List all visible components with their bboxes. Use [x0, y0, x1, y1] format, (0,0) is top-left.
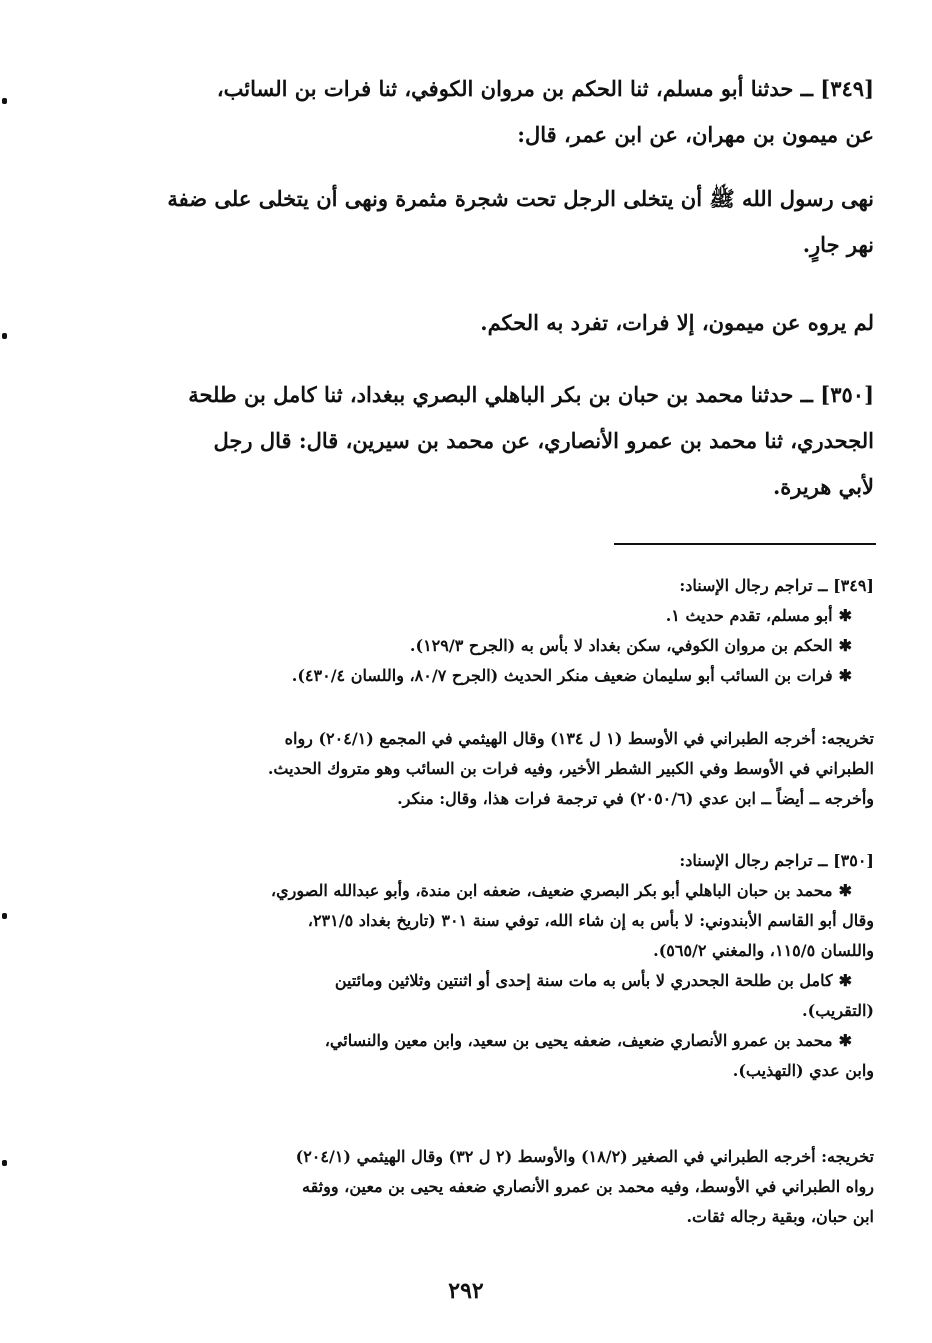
bullet-icon: ✱ [838, 971, 852, 990]
footnote-349-bullet-3 [69, 661, 874, 691]
page-number: ٢٩٢ [448, 1278, 484, 1304]
footnote-350-bullet-2-text: كامل بن طلحة الجحدري لا بأس به مات سنة إحدى أو اثنتين وثلاثين ومائتين [334, 971, 833, 990]
hadith-349-isnad [69, 66, 874, 158]
footnote-349-takhrij-line-3: وأخرجه ــ أيضاً ــ ابن عدي (٢٠٥٠/٦) في ترجمة فرات هذا، وقال: منكر. [397, 789, 874, 808]
footnote-350-bullet-3-line-2: وابن عدي (التهذيب). [732, 1061, 874, 1080]
footnote-349-bullet-2-text: الحكم بن مروان الكوفي، سكن بغداد لا بأس به (الجرح ١٢٩/٣). [409, 636, 833, 655]
scan-mark [2, 913, 7, 919]
footnote-350-takhrij-line-2: رواه الطبراني في الأوسط، وفيه محمد بن عمرو الأنصاري ضعفه يحيى بن معين، ووثقه [302, 1177, 874, 1196]
footnote-349-takhrij-line-2: الطبراني في الأوسط وفي الكبير الشطر الأخير، وفيه فرات بن السائب وهو متروك الحديث. [267, 759, 874, 778]
scan-mark [2, 1160, 7, 1166]
footnote-350-bullet-1-line-3: واللسان ١١٥/٥، والمغني ٥٦٥/٢). [653, 941, 874, 960]
footnote-350-takhrij [69, 1142, 874, 1232]
hadith-349-line-2: عن ميمون بن مهران، عن ابن عمر، قال: [517, 122, 874, 147]
footnote-350-bullet-1-text: محمد بن حبان الباهلي أبو بكر البصري ضعيف، ضعفه ابن مندة، وأبو عبدالله الصوري، [270, 881, 833, 900]
footnote-350-bullet-2-line-2: (التقريب). [802, 1001, 874, 1020]
footnote-349-heading: [٣٤٩] ــ تراجم رجال الإسناد: [679, 576, 874, 595]
footnote-349-bullet-1-text: أبو مسلم، تقدم حديث ١. [665, 606, 833, 625]
bullet-icon: ✱ [838, 666, 852, 685]
scan-mark [2, 333, 7, 339]
bullet-icon: ✱ [838, 606, 852, 625]
footnote-350-bullet-3 [69, 1026, 874, 1056]
hadith-350-isnad [69, 372, 874, 510]
footnote-350-takhrij-line-1: تخريجه: أخرجه الطبراني في الصغير (١٨/٢) والأوسط (٢ ل ٣٢) وقال الهيثمي (٢٠٤/١) [295, 1147, 874, 1166]
hadith-349-matn-line-1: نهى رسول الله ﷺ أن يتخلى الرجل تحت شجرة مثمرة ونهى أن يتخلى على ضفة [167, 186, 874, 211]
hadith-349-matn-line-2: نهر جارٍ. [802, 232, 874, 257]
footnote-350-bullet-2 [69, 966, 874, 996]
hadith-350-line-3: لأبي هريرة. [772, 474, 874, 499]
footnote-349-bullet-1 [69, 601, 874, 631]
footnote-349-bullet-2 [69, 631, 874, 661]
footnote-349-takhrij-line-1: تخريجه: أخرجه الطبراني في الأوسط (١ ل ١٣٤) وقال الهيثمي في المجمع (٢٠٤/١) رواه [284, 729, 874, 748]
footnote-350-narrators [69, 846, 874, 1086]
scan-mark [2, 98, 7, 104]
footnote-349-takhrij [69, 724, 874, 814]
footnote-separator [614, 543, 876, 545]
bullet-icon: ✱ [838, 881, 852, 900]
footnote-350-bullet-3-text: محمد بن عمرو الأنصاري ضعيف، ضعفه يحيى بن سعيد، وابن معين والنسائي، [324, 1031, 833, 1050]
hadith-349-line-1: [٣٤٩] ــ حدثنا أبو مسلم، ثنا الحكم بن مروان الكوفي، ثنا فرات بن السائب، [216, 76, 874, 101]
bullet-icon: ✱ [838, 636, 852, 655]
hadith-350-line-2: الجحدري، ثنا محمد بن عمرو الأنصاري، عن محمد بن سيرين، قال: قال رجل [213, 428, 874, 453]
footnote-350-heading: [٣٥٠] ــ تراجم رجال الإسناد: [679, 851, 874, 870]
hadith-349-matn [69, 176, 874, 268]
hadith-349-note [69, 300, 874, 346]
footnote-350-takhrij-line-3: ابن حبان، وبقية رجاله ثقات. [686, 1207, 874, 1226]
bullet-icon: ✱ [838, 1031, 852, 1050]
footnote-349-bullet-3-text: فرات بن السائب أبو سليمان ضعيف منكر الحديث (الجرح ٨٠/٧، واللسان ٤٣٠/٤). [291, 666, 833, 685]
hadith-349-note-line: لم يروه عن ميمون، إلا فرات، تفرد به الحكم. [480, 310, 874, 335]
footnote-350-bullet-1-line-2: وقال أبو القاسم الأبندوني: لا بأس به إن شاء الله، توفي سنة ٣٠١ (تاريخ بغداد ٢٣١/٥، [307, 911, 874, 930]
footnote-349-narrators [69, 571, 874, 691]
hadith-350-line-1: [٣٥٠] ــ حدثنا محمد بن حبان بن بكر الباهلي البصري ببغداد، ثنا كامل بن طلحة [188, 382, 874, 407]
footnote-350-bullet-1 [69, 876, 874, 906]
